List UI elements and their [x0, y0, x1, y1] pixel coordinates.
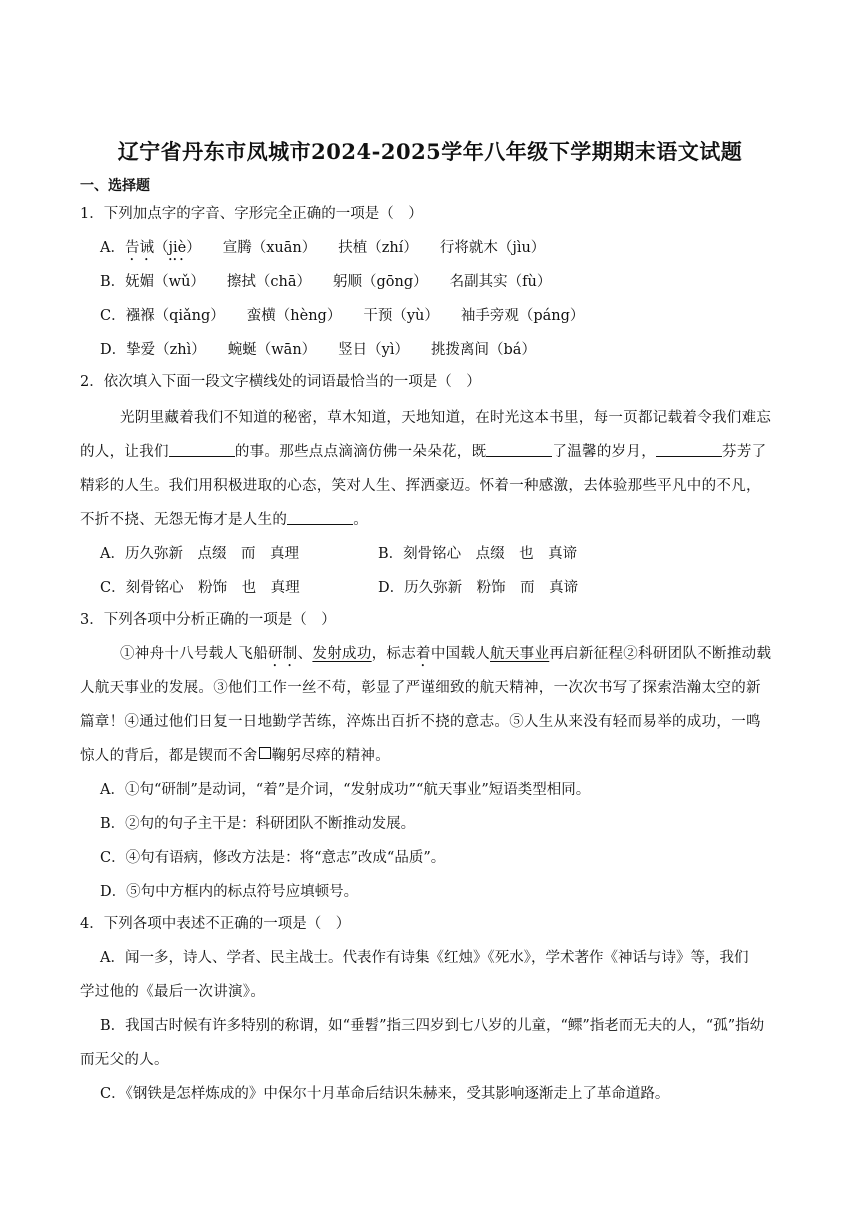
question-1-option-b: B．妩媚（wǔ） 擦拭（chā） 躬顺（gōng） 名副其实（fù） [100, 274, 552, 290]
punctuation-box [259, 747, 271, 759]
question-4-option-c: C．《钢铁是怎样炼成的》中保尔十月革命后结识朱赫来，受其影响逐渐走上了革命道路。 [100, 1086, 670, 1102]
question-2-passage-line: 光阴里藏着我们不知道的秘密，草木知道，天地知道，在时光这本书里，每一页都记载着令我们难忘 [120, 410, 772, 426]
answer-blank [656, 442, 722, 457]
answer-blank [169, 442, 235, 457]
question-1-option-d: D．挚爱（zhì） 蜿蜒（wān） 竖日（yì） 挑拨离间（bá） [100, 342, 536, 358]
question-2-option-b: B．刻骨铭心 点缀 也 真谛 [378, 546, 578, 562]
question-3-passage-line: 惊人的背后，都是锲而不舍 鞠躬尽瘁的精神。 [80, 748, 391, 764]
section-heading: 一、选择题 [80, 178, 150, 194]
question-1-stem: 1．下列加点字的字音、字形完全正确的一项是（ ） [80, 206, 423, 222]
question-1-option-c: C．襁褓（qiǎng） 蛮横（hèng） 干预（yù） 袖手旁观（páng） [100, 308, 585, 324]
question-1-option-a: A．告诫（jiè） 宣腾（xuān） 扶植（zhí） 行将就木（jìu） [100, 240, 546, 256]
question-2-option-a: A．历久弥新 点缀 而 真理 [100, 546, 299, 562]
question-4-option-a: A．闻一多，诗人、学者、民主战士。代表作有诗集《红烛》《死水》，学术著作《神话与诗》等，我们 [100, 950, 749, 966]
question-3-option-a: A．①句“研制”是动词，“着”是介词，“发射成功”“航天事业”短语类型相同。 [100, 782, 591, 798]
answer-blank [486, 442, 552, 457]
answer-blank [287, 510, 353, 525]
question-2-passage-line: 不折不挠、无怨无悔才是人生的 。 [80, 512, 369, 528]
question-4-option-a-cont: 学过他的《最后一次讲演》。 [80, 984, 266, 1000]
question-3-option-b: B．②句的句子主干是：科研团队不断推动发展。 [100, 816, 416, 832]
question-4-option-b-cont: 而无父的人。 [80, 1052, 169, 1068]
question-3-option-c: C．④句有语病，修改方法是：将“意志”改成“品质”。 [100, 850, 446, 866]
question-4-option-b: B．我国古时候有许多特别的称谓，如“垂髫”指三四岁到七八岁的儿童，“鳏”指老而无夫的人，“孤”指幼 [100, 1018, 765, 1034]
question-2-passage-line: 精彩的人生。我们用积极进取的心态，笑对人生、挥洒豪迈。怀着一种感激，去体验那些平凡中的不凡， [80, 478, 761, 494]
question-3-passage-line: 篇章！④通过他们日复一日地勤学苦练，淬炼出百折不挠的意志。⑤人生从来没有轻而易举的成功，一鸣 [80, 714, 761, 730]
question-3-passage-line: 人航天事业的发展。③他们工作一丝不苟，彰显了严谨细致的航天精神，一次次书写了探索浩瀚太空的新 [80, 680, 761, 696]
question-4-stem: 4．下列各项中表述不正确的一项是（ ） [80, 916, 351, 932]
question-2-option-c: C．刻骨铭心 粉饰 也 真理 [100, 580, 300, 596]
question-3-stem: 3．下列各项中分析正确的一项是（ ） [80, 612, 336, 628]
question-2-stem: 2．依次填入下面一段文字横线处的词语最恰当的一项是（ ） [80, 374, 481, 390]
question-2-option-d: D．历久弥新 粉饰 而 真谛 [378, 580, 579, 596]
page-title: 辽宁省丹东市凤城市2024-2025学年八年级下学期期末语文试题 [117, 139, 743, 164]
question-3-option-d: D．⑤句中方框内的标点符号应填顿号。 [100, 884, 359, 900]
question-2-passage-line: 的人，让我们 的事。那些点点滴滴仿佛一朵朵花，既 了温馨的岁月， 芬芳了 [80, 444, 767, 460]
question-3-passage-line: ①神舟十八号载人飞船研制、发射成功，标志着中国载人航天事业再启新征程②科研团队不断推动载 [120, 646, 772, 662]
